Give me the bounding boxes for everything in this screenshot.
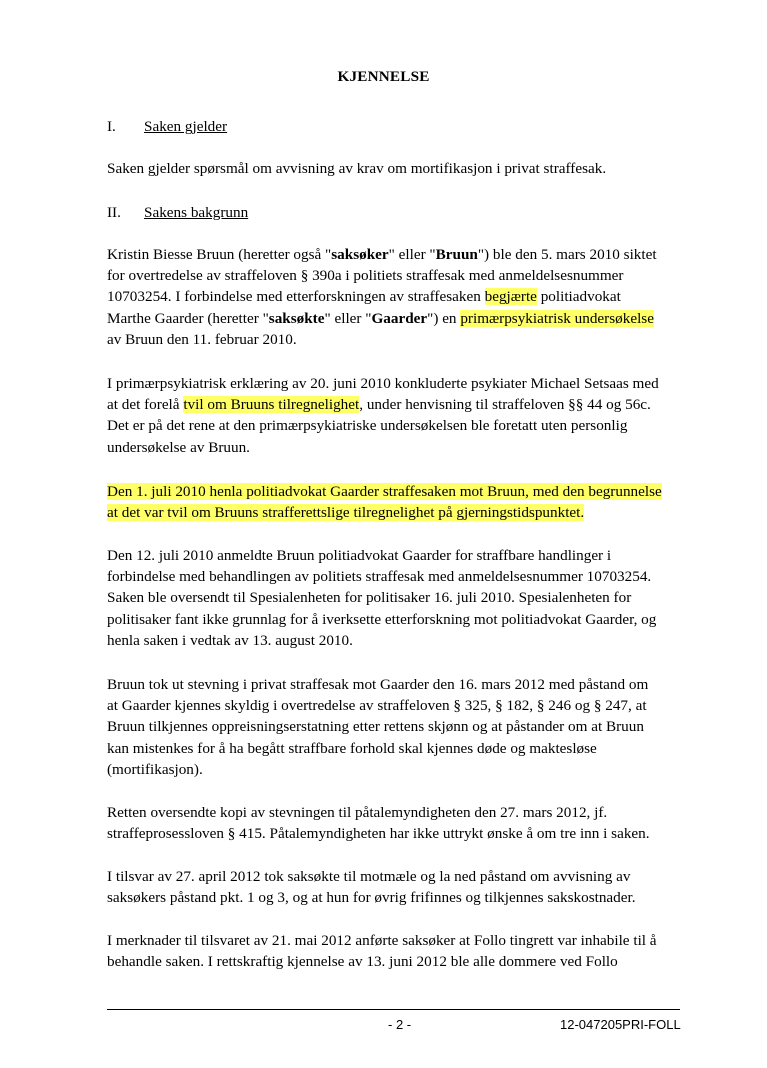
- paragraph-section1: [107, 158, 682, 179]
- paragraph-3: [107, 481, 682, 523]
- highlighted-text: primærpsykiatrisk undersøkelse: [460, 309, 654, 327]
- paragraph-2: [107, 373, 682, 458]
- text-line: [107, 481, 682, 502]
- defined-term: Gaarder: [371, 309, 428, 327]
- paragraph-6: [107, 802, 682, 844]
- text-line: [107, 394, 682, 415]
- text-segment: politiadvokat: [536, 288, 621, 306]
- text-line: at Gaarder kjennes skyldig i overtredelse av straffeloven § 325, § 182, § 246 og § 247, at: [107, 697, 647, 715]
- highlighted-text: Den 1. juli 2010 henla politiadvokat Gaarder straffesaken mot Bruun, med den begrunnelse: [107, 483, 662, 500]
- text-segment: Marthe Gaarder (heretter ": [107, 309, 269, 327]
- text-line: Saken ble oversendt til Spesialenheten for politisaker 16. juli 2010. Spesialenheten for: [107, 589, 632, 607]
- text-line: Retten oversendte kopi av stevningen til påtalemyndigheten den 27. mars 2012, jf.: [107, 804, 608, 821]
- section-number: I.: [107, 118, 116, 135]
- section-title: Saken gjelder: [144, 118, 228, 135]
- text-segment: Kristin Biesse Bruun (heretter også ": [107, 246, 332, 263]
- section-heading-2: [107, 202, 248, 223]
- defined-term: saksøker: [331, 246, 389, 263]
- text-line: Bruun tok ut stevning i privat straffesak mot Gaarder den 16. mars 2012 med påstand om: [107, 676, 649, 693]
- text-segment: ") ble den 5. mars 2010 siktet: [477, 246, 657, 263]
- text-line: straffeprosessloven § 415. Påtalemyndigheten har ikke uttrykt ønske å om tre inn i saken.: [107, 825, 650, 843]
- highlighted-text: at det var tvil om Bruuns strafferettslige tilregnelighet på gjerningstidspunktet.: [107, 504, 585, 522]
- text-line: undersøkelse av Bruun.: [107, 438, 250, 456]
- paragraph-8: [107, 930, 682, 972]
- case-number: 12-047205PRI-FOLL: [560, 1017, 681, 1032]
- text-line: henla saken i vedtak av 13. august 2010.: [107, 631, 353, 649]
- text-line: [107, 286, 682, 307]
- footer-divider: [107, 1009, 680, 1010]
- text-segment: ") en: [427, 309, 461, 327]
- paragraph-4: [107, 545, 682, 651]
- section-heading-1: [107, 116, 227, 137]
- text-line: forbindelse med behandlingen av politiets straffesak med anmeldelsesnummer 10703254.: [107, 568, 652, 586]
- text-segment: " eller ": [324, 309, 372, 327]
- section-number: II.: [107, 204, 121, 221]
- paragraph-7: [107, 866, 682, 908]
- highlighted-text: begjærte: [484, 288, 537, 306]
- text-line: for overtredelse av straffeloven § 390a i politiets straffesak med anmeldelsesnummer: [107, 267, 624, 285]
- text-line: I tilsvar av 27. april 2012 tok saksøkte til motmæle og la ned påstand om avvisning av: [107, 868, 631, 885]
- text-line: [107, 308, 682, 329]
- text-line: saksøkers påstand pkt. 1 og 3, og at hun for øvrig frifinnes og tilkjennes sakskostnader.: [107, 889, 636, 907]
- text-line: Den 12. juli 2010 anmeldte Bruun politiadvokat Gaarder for straffbare handlinger i: [107, 547, 612, 564]
- text-line: politisaker fant ikke grunnlag for å iverksette etterforskning mot politiadvokat Gaarder, og: [107, 610, 657, 628]
- text-line: [107, 502, 682, 523]
- paragraph-1: [107, 244, 682, 350]
- text-line: av Bruun den 11. februar 2010.: [107, 330, 297, 348]
- text-line: Bruun tilkjennes oppreisningserstatning etter rettens skjønn og at påstander om at Bruun: [107, 718, 644, 736]
- defined-term: Bruun: [435, 246, 478, 263]
- defined-term: saksøkte: [268, 309, 325, 327]
- document-title: KJENNELSE: [337, 68, 430, 85]
- text-segment: 10703254. I forbindelse med etterforskningen av straffesaken: [107, 288, 485, 306]
- text-line: I primærpsykiatrisk erklæring av 20. juni 2010 konkluderte psykiater Michael Setsaas med: [107, 375, 659, 392]
- text-line: I merknader til tilsvaret av 21. mai 2012 anførte saksøker at Follo tingrett var inhabile til å: [107, 932, 657, 949]
- text-line: kan mistenkes for å ha begått straffbare forhold skal kjennes døde og maktesløse: [107, 739, 597, 757]
- highlighted-text: tvil om Bruuns tilregnelighet: [183, 396, 360, 414]
- text-line: Det er på det rene at den primærpsykiatriske undersøkelsen ble foretatt uten personlig: [107, 417, 628, 435]
- text-line: (mortifikasjon).: [107, 760, 203, 778]
- text-line: [107, 244, 682, 265]
- text-line: behandle saken. I rettskraftig kjennelse av 13. juni 2012 ble alle dommere ved Follo: [107, 953, 618, 971]
- text-line: Saken gjelder spørsmål om avvisning av krav om mortifikasjon i privat straffesak.: [107, 160, 607, 177]
- page-number: - 2 -: [388, 1017, 412, 1032]
- text-segment: " eller ": [388, 246, 436, 263]
- paragraph-5: [107, 674, 682, 780]
- text-segment: at det forelå: [107, 396, 184, 414]
- section-title: Sakens bakgrunn: [144, 204, 249, 221]
- text-segment: , under henvisning til straffeloven §§ 44 og 56c.: [359, 396, 651, 414]
